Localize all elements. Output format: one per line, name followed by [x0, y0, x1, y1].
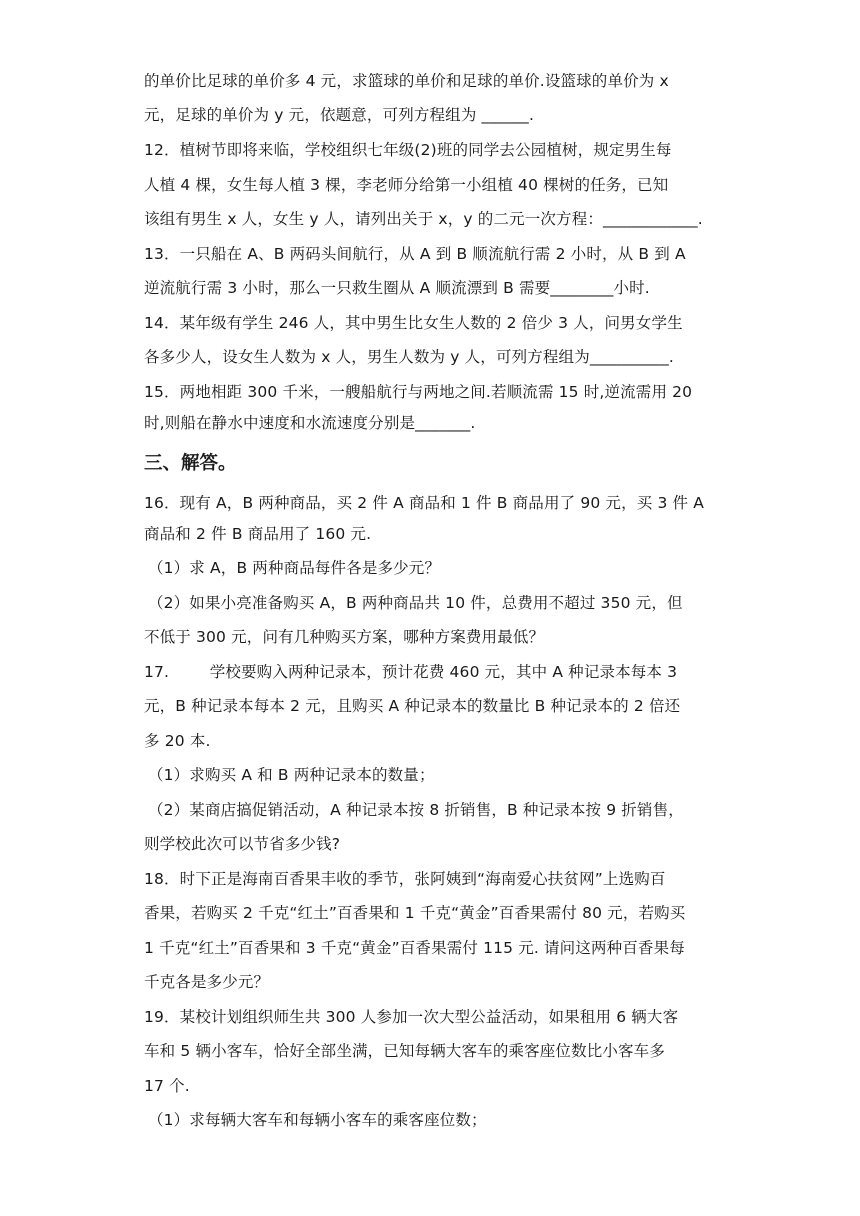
- section-heading: 三、解答。: [144, 453, 237, 474]
- text-line: 的单价比足球的单价多 4 元，求篮球的单价和足球的单价.设篮球的单价为 x: [144, 72, 669, 90]
- question-12: 12．植树节即将来临，学校组织七年级(2)班的同学去公园植树，规定男生每: [144, 141, 672, 159]
- text-line: 时,则船在静水中速度和水流速度分别是_______.: [144, 414, 476, 432]
- text-line: 香果，若购买 2 千克“红土”百香果和 1 千克“黄金”百香果需付 80 元，若购买: [144, 904, 686, 922]
- question-14: 14．某年级有学生 246 人，其中男生比女生人数的 2 倍少 3 人，问男女学生: [144, 314, 683, 332]
- text-line: 17 个.: [144, 1077, 190, 1095]
- text-line: 千克各是多少元？: [144, 973, 270, 991]
- text-line: 多 20 本.: [144, 732, 211, 750]
- sub-question: （1）求 A，B 两种商品每件各是多少元？: [148, 559, 441, 577]
- text-line: 1 千克“红土”百香果和 3 千克“黄金”百香果需付 115 元. 请问这两种百香果每: [144, 939, 685, 957]
- question-19: 19．某校计划组织师生共 300 人参加一次大型公益活动，如果租用 6 辆大客: [144, 1008, 679, 1026]
- text-line: 元，B 种记录本每本 2 元，且购买 A 种记录本的数量比 B 种记录本的 2 倍还: [144, 697, 681, 715]
- question-18: 18．时下正是海南百香果丰收的季节，张阿姨到“海南爱心扶贫网”上选购百: [144, 870, 666, 888]
- sub-question: （2）如果小亮准备购买 A，B 两种商品共 10 件，总费用不超过 350 元，但: [148, 594, 683, 612]
- sub-question: （1）求购买 A 和 B 两种记录本的数量；: [148, 766, 435, 784]
- question-15: 15．两地相距 300 千米，一艘船航行与两地之间.若顺流需 15 时,逆流需用 20: [144, 383, 693, 401]
- text-line: 则学校此次可以节省多少钱?: [144, 835, 341, 853]
- sub-question: （1）求每辆大客车和每辆小客车的乘客座位数；: [148, 1111, 487, 1129]
- text-line: 人植 4 棵，女生每人植 3 棵，李老师分给第一小组植 40 棵树的任务，已知: [144, 176, 669, 194]
- text-line: 商品和 2 件 B 商品用了 160 元.: [144, 525, 372, 543]
- text-line: 该组有男生 x 人，女生 y 人，请列出关于 x，y 的二元一次方程：____________.: [144, 210, 703, 228]
- question-17: 17. 学校要购入两种记录本，预计花费 460 元，其中 A 种记录本每本 3: [144, 663, 678, 681]
- text-line: 各多少人，设女生人数为 x 人，男生人数为 y 人，可列方程组为__________.: [144, 348, 674, 366]
- question-16: 16．现有 A，B 两种商品，买 2 件 A 商品和 1 件 B 商品用了 90 元，买 3 件 A: [144, 494, 705, 512]
- question-13: 13．一只船在 A、B 两码头间航行，从 A 到 B 顺流航行需 2 小时，从 B 到 A: [144, 245, 686, 263]
- sub-question: （2）某商店搞促销活动，A 种记录本按 8 折销售，B 种记录本按 9 折销售，: [148, 801, 684, 819]
- text-line: 逆流航行需 3 小时，那么一只救生圈从 A 顺流漂到 B 需要________小时.: [144, 279, 650, 297]
- text-line: 不低于 300 元，问有几种购买方案，哪种方案费用最低？: [144, 628, 545, 646]
- text-line: 车和 5 辆小客车，恰好全部坐满，已知每辆大客车的乘客座位数比小客车多: [144, 1042, 665, 1060]
- text-line: 元，足球的单价为 y 元，依题意，可列方程组为 ______.: [144, 106, 535, 124]
